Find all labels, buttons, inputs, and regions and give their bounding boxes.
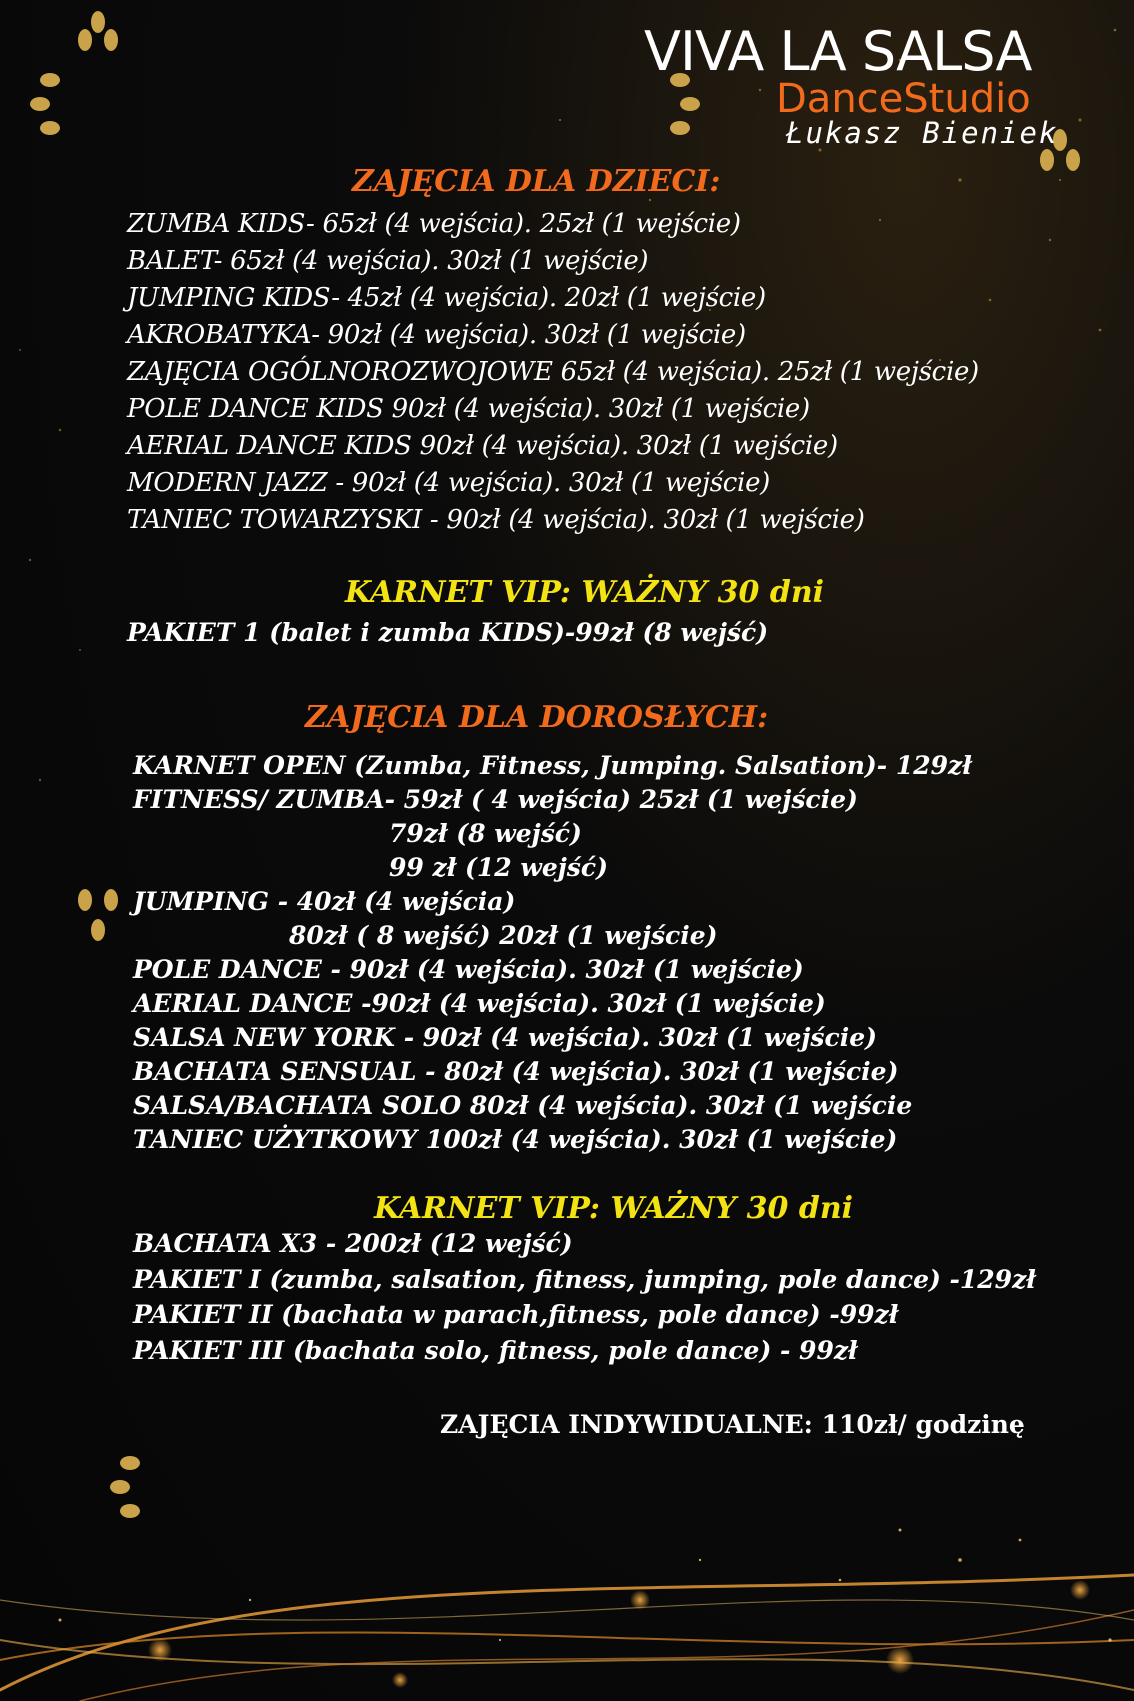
vip-adults-list: [133, 1226, 1036, 1368]
kids-line: AKROBATYKA- 90zł (4 wejścia). 30zł (1 wejście): [127, 320, 746, 350]
brand-title: VIVA LA SALSA: [644, 20, 1032, 83]
adults-heading: ZAJĘCIA DLA DOROSŁYCH:: [305, 700, 769, 735]
adults-line: SALSA NEW YORK - 90zł (4 wejścia). 30zł (1 wejście): [133, 1023, 877, 1052]
adults-line: BACHATA SENSUAL - 80zł (4 wejścia). 30zł (1 wejście): [133, 1057, 899, 1086]
vip-adults-heading: KARNET VIP: WAŻNY 30 dni: [374, 1191, 854, 1226]
kids-price-list: [127, 206, 979, 539]
vip-adults-line: BACHATA X3 - 200zł (12 wejść): [133, 1229, 573, 1258]
vip-adults-line: PAKIET II (bachata w parach,fitness, pole dance) -99zł: [133, 1300, 899, 1329]
kids-line: ZUMBA KIDS- 65zł (4 wejścia). 25zł (1 wejście): [127, 209, 741, 239]
kids-line: BALET- 65zł (4 wejścia). 30zł (1 wejście): [127, 246, 649, 276]
adults-line: 79zł (8 wejść): [389, 819, 582, 848]
adults-line: TANIEC UŻYTKOWY 100zł (4 wejścia). 30zł (1 wejście): [133, 1125, 898, 1154]
adults-line: FITNESS/ ZUMBA- 59zł ( 4 wejścia) 25zł (1 wejście): [133, 785, 858, 814]
adults-line: KARNET OPEN (Zumba, Fitness, Jumping. Salsation)- 129zł: [133, 751, 972, 780]
adults-price-list: [133, 749, 972, 1157]
brand-subtitle: DanceStudio: [776, 76, 1031, 122]
kids-heading: ZAJĘCIA DLA DZIECI:: [352, 164, 721, 199]
brand-owner: Łukasz Bieniek: [786, 116, 1059, 150]
individual-classes-price: ZAJĘCIA INDYWIDUALNE: 110zł/ godzinę: [440, 1410, 1025, 1439]
vip-kids-heading: KARNET VIP: WAŻNY 30 dni: [345, 575, 825, 610]
adults-line: 99 zł (12 wejść): [389, 853, 608, 882]
kids-line: TANIEC TOWARZYSKI - 90zł (4 wejścia). 30zł (1 wejście): [127, 505, 865, 535]
adults-line: SALSA/BACHATA SOLO 80zł (4 wejścia). 30zł (1 wejście: [133, 1091, 913, 1120]
adults-line: POLE DANCE - 90zł (4 wejścia). 30zł (1 wejście): [133, 955, 804, 984]
vip-adults-line: PAKIET III (bachata solo, fitness, pole dance) - 99zł: [133, 1335, 858, 1365]
adults-line: AERIAL DANCE -90zł (4 wejścia). 30zł (1 wejście): [133, 989, 826, 1018]
kids-line: JUMPING KIDS- 45zł (4 wejścia). 20zł (1 wejście): [127, 283, 766, 313]
vip-adults-line: PAKIET I (zumba, salsation, fitness, jumping, pole dance) -129zł: [133, 1264, 1036, 1294]
adults-line: JUMPING - 40zł (4 wejścia): [133, 887, 516, 916]
kids-line: MODERN JAZZ - 90zł (4 wejścia). 30zł (1 wejście): [127, 468, 771, 498]
kids-line: AERIAL DANCE KIDS 90zł (4 wejścia). 30zł (1 wejście): [127, 431, 838, 461]
vip-kids-list: [127, 614, 768, 651]
adults-line: 80zł ( 8 wejść) 20zł (1 wejście): [289, 921, 718, 950]
vip-kids-line: PAKIET 1 (balet i zumba KIDS)-99zł (8 wejść): [127, 618, 769, 647]
kids-line: ZAJĘCIA OGÓLNOROZWOJOWE 65zł (4 wejścia). 25zł (1 wejście): [127, 357, 979, 387]
kids-line: POLE DANCE KIDS 90zł (4 wejścia). 30zł (1 wejście): [127, 394, 810, 424]
